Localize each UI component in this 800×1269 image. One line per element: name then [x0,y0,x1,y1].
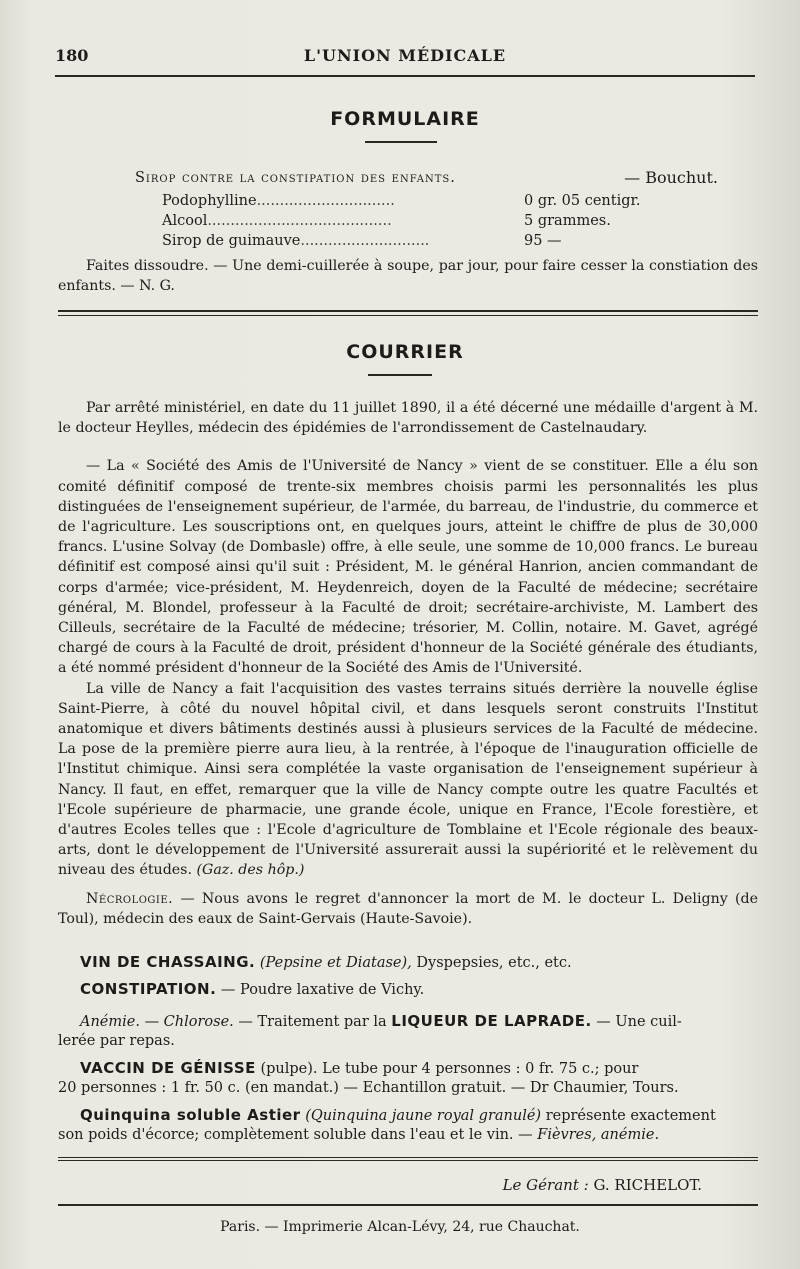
formulaire-title-rule [365,141,437,143]
ad-vaccin-name: VACCIN DE GÉNISSE [80,1059,256,1077]
ingredient-row [162,193,395,213]
ad-vaccin-continued: 20 personnes : 1 fr. 50 c. (en mandat.) — Echantillon gratuit. — Dr Chaumier, Tours. [58,1080,679,1096]
ad-chassaing-name: VIN DE CHASSAING. [80,953,256,971]
ad-quinquina-name: Quinquina soluble Astier [80,1106,301,1124]
necrologie-label: Nécrologie. [86,890,174,907]
signature-label: Le Gérant : [502,1176,589,1194]
ad-quinquina-cont-italic: Fièvres, anémie. [537,1127,660,1143]
page-number: 180 [55,46,89,65]
ingredient-dots: ............................ [300,233,430,249]
courrier-title-rule [368,374,432,376]
ad-constipation [80,979,758,1000]
recipe-title [135,170,758,186]
footer-rule [58,1157,758,1158]
footer-rule [58,1160,758,1161]
ingredient-name: Sirop de guimauve [162,233,301,249]
recipe-heading: Sirop contre la constipation des enfants. [135,170,456,186]
signature-name: G. RICHELOT. [593,1176,702,1194]
courrier-paragraph: — La « Société des Amis de l'Université de Nancy » vient de se constituer. Elle a élu son comité définitif composé de trente-six membres choisis parmi les personnalités les plus distinguées de l'enseignement supérieur, de l'armée, du barreau, de l'industrie, du commerce et de l'agriculture. Les souscriptions ont, en quelques jours, atteint le chiffre de plus de 30,000 francs. L'usine Solvay (de Dombasle) offre, à elle seule, une somme de 10,000 francs. Le bureau définitif est composé ainsi qu'il suit : Président, M. le général Hanrion, ancien commandant de corps d'armée; vice-président, M. Heydenreich, doyen de la Faculté de médecine; secrétaire général, M. Blondel, professeur à la Faculté de droit; secrétaire-archiviste, M. Lambert des Cilleuls, secrétaire de la Faculté de médecine; trésorier, M. Collin, notaire. M. Gavet, agrégé chargé de cours à la Faculté de droit, président d'honneur de la Société générale des étudiants, a été nommé président d'honneur de la Société des Amis de l'Université. [58,458,758,677]
ad-laprade-italic: Anémie. — Chlorose. [80,1014,234,1030]
ad-quinquina-italic: (Quinquina jaune royal granulé) [305,1108,542,1124]
ingredient-row [162,213,392,233]
section-divider [58,315,758,316]
imprint: Paris. — Imprimerie Alcan-Lévy, 24, rue Chauchat. [220,1219,580,1235]
necrologie-text: — Nous avons le regret d'annoncer la mort de M. le docteur L. Deligny (de Toul), médecin des eaux de Saint-Gervais (Haute-Savoie). [58,890,758,927]
running-title: L'UNION MÉDICALE [303,46,507,65]
ingredient-name: Podophylline [162,193,257,209]
page-header [55,46,755,72]
ad-chassaing [80,952,758,973]
ad-quinquina [80,1105,758,1126]
ingredient-qty: 95 — [524,233,562,249]
ad-vaccin-rest: (pulpe). Le tube pour 4 personnes : 0 fr. 75 c.; pour [260,1061,639,1077]
ad-chassaing-italic: (Pepsine et Diatase), [259,955,412,971]
courrier-paragraph: La ville de Nancy a fait l'acquisition des vastes terrains situés derrière la nouvelle église Saint-Pierre, à côté du nouvel hôpital civil, et dans lesquels seront construits l'Institut anatomique et divers bâtiments destinés aussi à plusieurs services de la Faculté de médecine. La pose de la première pierre aura lieu, à la rentrée, à l'époque de l'inauguration officielle de l'Institut chimique. Ainsi sera complétée la vaste organisation de l'enseignement supérieur à Nancy. Il faut, en effet, remarquer que la ville de Nancy compte outre les quatre Facultés et l'Ecole supérieure de pharmacie, une grande école, unique en France, l'Ecole forestière, et d'autres Ecoles telles que : l'Ecole d'agriculture de Tomblaine et l'Ecole régionale des beaux-arts, dont le développement de l'Université assurerait aussi la supériorité et le relèvement du niveau des études. [58,680,758,879]
ad-quinquina-rest: représente exactement [545,1108,716,1124]
courrier-paragraph: Par arrêté ministériel, en date du 11 juillet 1890, il a été décerné une médaille d'argent à M. le docteur Heylles, médecin des épidémies de l'arrondissement de Castelnaudary. [58,400,758,437]
ad-constipation-name: CONSTIPATION. [80,980,217,998]
ingredient-row [162,233,429,253]
courrier-body [58,398,758,929]
section-divider [58,310,758,312]
ingredient-dots: ........................................ [207,213,392,229]
imprint-rule [58,1204,758,1206]
ad-laprade-continued: lerée par repas. [58,1033,175,1049]
ad-laprade-mid: — Traitement par la [238,1014,387,1030]
header-rule [55,75,755,77]
source-citation: (Gaz. des hôp.) [196,862,305,879]
ad-vaccin [80,1058,758,1079]
courrier-paragraph-with-source [58,679,758,881]
ad-constipation-rest: — Poudre laxative de Vichy. [220,982,425,998]
ingredient-dots: .............................. [256,193,395,209]
recipe-author: — Bouchut. [624,168,718,187]
ad-laprade-end: — Une cuil- [596,1014,682,1030]
ingredient-name: Alcool [162,213,208,229]
recipe-instructions-text: Faites dissoudre. — Une demi-cuillerée à soupe, par jour, pour faire cesser la constiation des enfants. — N. G. [58,258,758,295]
ingredient-qty: 5 grammes. [524,213,611,229]
ingredient-qty: 0 gr. 05 centigr. [524,193,641,209]
recipe-instructions [58,256,758,296]
necrologie [58,889,758,929]
ad-laprade-name: LIQUEUR DE LAPRADE. [391,1012,592,1030]
ad-quinquina-cont-text: son poids d'écorce; complètement soluble dans l'eau et le vin. — [58,1127,533,1143]
ad-laprade [80,1011,758,1032]
signature [503,1176,702,1194]
formulaire-title: FORMULAIRE [330,108,480,130]
ad-chassaing-rest: Dyspepsies, etc., etc. [416,955,572,971]
courrier-title: COURRIER [346,341,464,363]
ad-quinquina-continued [58,1125,758,1145]
